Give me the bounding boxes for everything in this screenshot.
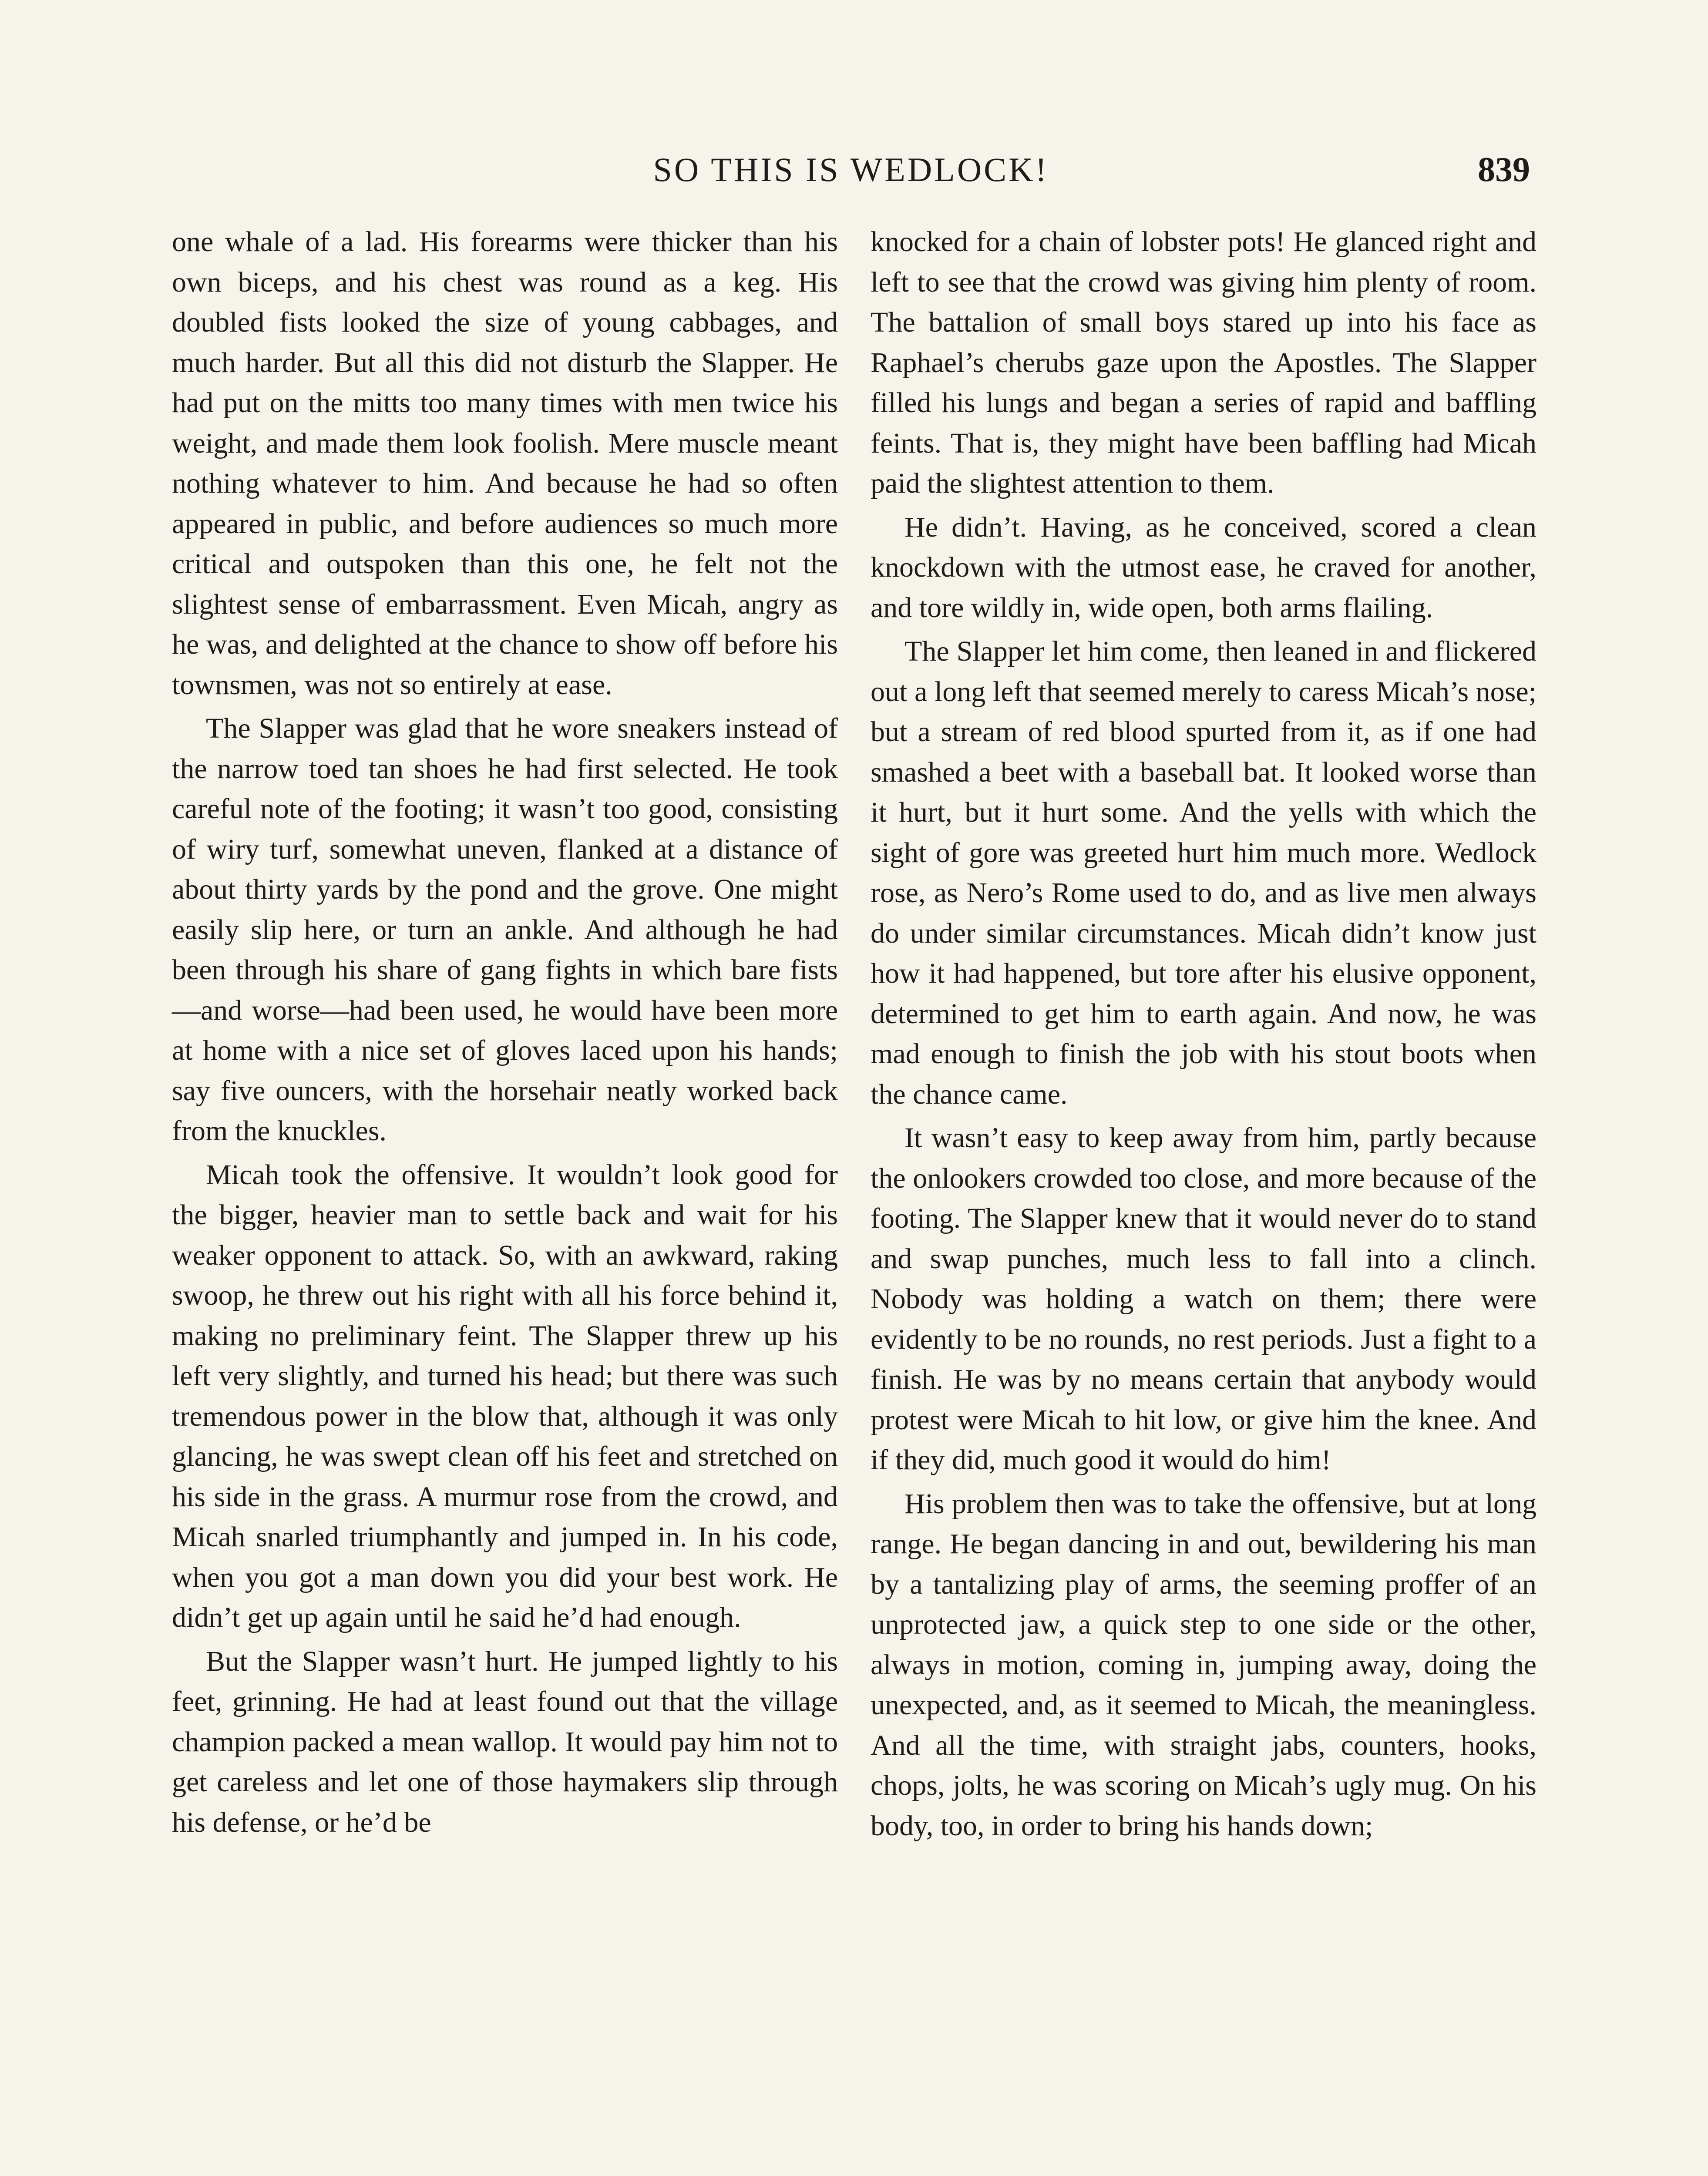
paragraph: The Slapper was glad that he wore sneakers instead of the narrow toed tan shoes he had first selected. He took careful note of the footing; it wasn’t too good, consisting of wiry turf, somewhat uneven, flanked at a distance of about thirty yards by the pond and the grove. One might easily slip here, or turn an ankle. And although he had been through his share of gang fights in which bare fists—and worse—had been used, he would have been more at home with a nice set of gloves laced upon his hands; say five ouncers, with the horsehair neatly worked back from the knuckles.	[172, 712, 838, 1147]
page-number: 839	[1478, 151, 1530, 189]
paragraph: Micah took the offensive. It wouldn’t look good for the bigger, heavier man to settle back and wait for his weaker opponent to attack. So, with an awkward, raking swoop, he threw out his right with all his force behind it, making no preliminary feint. The Slapper threw up his left very slightly, and turned his head; but there was such tremendous power in the blow that, although it was only glancing, he was swept clean off his feet and stretched on his side in the grass. A murmur rose from the crowd, and Micah snarled triumphantly and jumped in. In his code, when you got a man down you did your best work. He didn’t get up again until he said he’d had enough.	[172, 1159, 838, 1633]
paragraph: His problem then was to take the offensive, but at long range. He began dancing in and out, bewildering his man by a tantalizing play of arms, the seeming proffer of an unprotected jaw, a quick step to one side or the other, always in motion, coming in, jumping away, doing the unexpected, and, as it seemed to Micah, the meaningless. And all the time, with straight jabs, counters, hooks, chops, jolts, he was scoring on Micah’s ugly mug. On his body, too, in order to bring his hands down;	[871, 1488, 1537, 1842]
running-head	[172, 144, 1530, 196]
paragraph: He didn’t. Having, as he conceived, scored a clean knockdown with the utmost ease, he craved for another, and tore wildly in, wide open, both arms flailing.	[871, 511, 1537, 624]
paragraph: It wasn’t easy to keep away from him, partly because the onlookers crowded too close, and more because of the footing. The Slapper knew that it would never do to stand and swap punches, much less to fall into a clinch. Nobody was holding a watch on them; there were evidently to be no rounds, no rest periods. Just a fight to a finish. He was by no means certain that anybody would protest were Micah to hit low, or give him the knee. And if they did, much good it would do him!	[871, 1122, 1537, 1476]
paragraph: knocked for a chain of lobster pots! He glanced right and left to see that the crowd was giving him plenty of room. The battalion of small boys stared up into his face as Raphael’s cherubs gaze upon the Apostles. The Slapper filled his lungs and began a series of rapid and baffling feints. That is, they might have been baffling had Micah paid the slightest attention to them.	[871, 226, 1537, 499]
right-column	[871, 222, 1537, 1850]
paragraph: one whale of a lad. His forearms were thicker than his own biceps, and his chest was round as a keg. His doubled fists looked the size of young cabbages, and much harder. But all this did not disturb the Slapper. He had put on the mitts too many times with men twice his weight, and made them look foolish. Mere muscle meant nothing whatever to him. And because he had so often appeared in public, and before audiences so much more critical and outspoken than this one, he felt not the slightest sense of embarrassment. Even Micah, angry as he was, and delighted at the chance to show off before his townsmen, was not so entirely at ease.	[172, 226, 838, 701]
left-column	[172, 222, 838, 1846]
paragraph: But the Slapper wasn’t hurt. He jumped lightly to his feet, grinning. He had at least found out that the village champion packed a mean wallop. It would pay him not to get careless and let one of those haymakers slip through his defense, or he’d be	[172, 1645, 838, 1838]
paragraph: The Slapper let him come, then leaned in and flickered out a long left that seemed merely to caress Micah’s nose; but a stream of red blood spurted from it, as if one had smashed a beet with a baseball bat. It looked worse than it hurt, but it hurt some. And the yells with which the sight of gore was greeted hurt him much more. Wedlock rose, as Nero’s Rome used to do, and as live men always do under similar circumstances. Micah didn’t know just how it had happened, but tore after his elusive opponent, determined to get him to earth again. And now, he was mad enough to finish the job with his stout boots when the chance came.	[871, 635, 1537, 1110]
running-title: SO THIS IS WEDLOCK!	[653, 151, 1049, 188]
